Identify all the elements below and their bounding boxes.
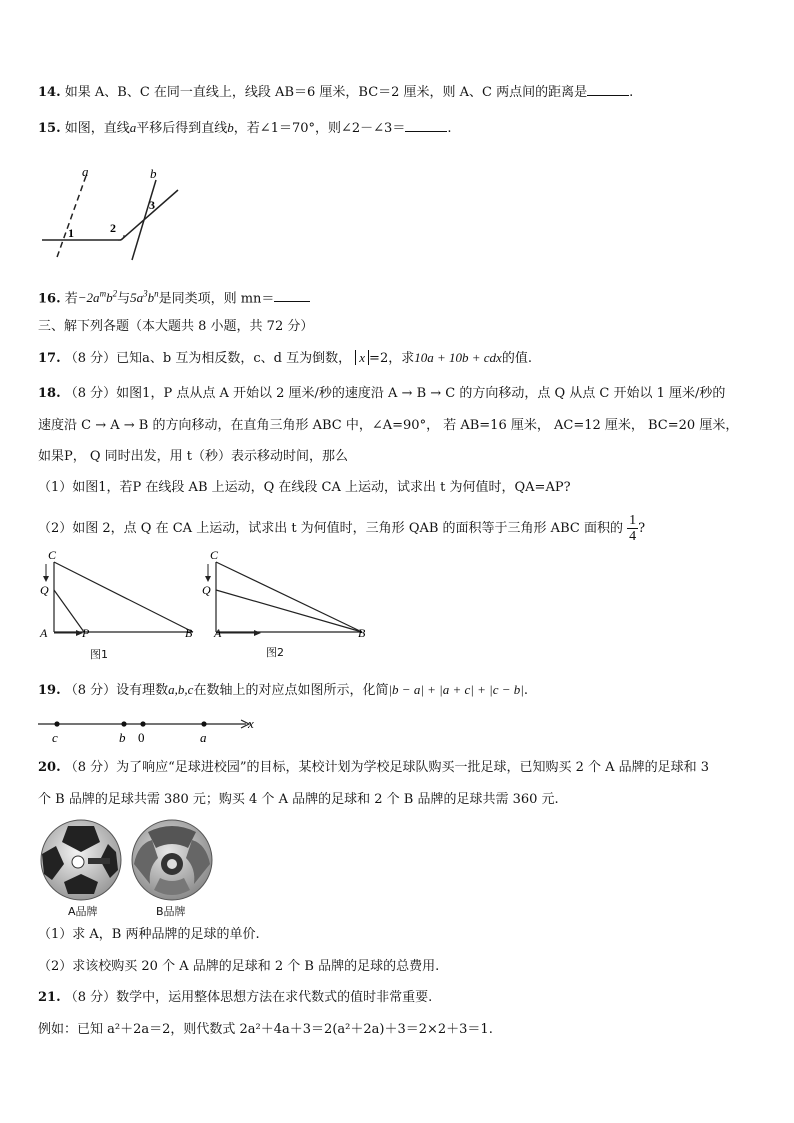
arrow-down-icon [43,576,49,582]
question-text: 与 [117,291,131,307]
label-B: B [358,626,366,640]
expression: 10a + 10b + cdx [414,350,502,365]
question-number: 20. [38,760,61,775]
variable-a: a [129,120,137,135]
point-zero [140,721,145,726]
variables: a,b,c [168,682,194,697]
expression: |b − a| + |a + c| + |c − b| [388,682,524,697]
question-text: （8 分）数学中，运用整体思想方法在求代数式的值时非常重要. [64,990,433,1005]
label-P: P [82,626,90,640]
point-c [54,721,59,726]
question-text: 若 [64,291,78,307]
point-b [121,721,126,726]
label-Q: Q [202,583,211,597]
angle-label-3: 3 [149,198,155,212]
segment-QB [216,590,362,632]
question-20-line2: 个 B 品牌的足球共需 380 元；购买 4 个 A 品牌的足球和 2 个 B 品牌的足球共需 360 元. [38,792,559,807]
segment-QP [54,590,84,632]
parallel-lines-figure [36,162,196,264]
label-A: A [40,626,48,640]
label-zero: 0 [138,730,145,745]
question-18-line3: 如果P， Q 同时出发，用 t（秒）表示移动时间，那么 [38,449,349,464]
period: . [629,85,634,100]
expression-2: $5a^3b^n$ [130,289,159,306]
label-b: b [119,730,126,745]
question-text: 是同类项，则 mn＝ [158,291,275,307]
ball-a-caption: A品牌 [68,905,98,918]
arrow-right-icon [254,630,261,636]
triangle-figure-2 [200,548,375,643]
question-19 [38,681,528,700]
question-20-sub2: （2）求该校购买 20 个 A 品牌的足球和 2 个 B 品牌的足球的总费用. [38,959,440,974]
question-15 [38,119,451,138]
angle-label-1: 1 [68,226,74,240]
question-18-sub2 [38,513,645,544]
question-number: 16. [38,291,61,307]
soccer-ball-a-icon [41,820,121,900]
question-mark: ? [638,521,646,536]
period: . [447,121,452,136]
question-18-line1 [38,385,725,403]
question-18-line2: 速度沿 C → A → B 的方向移动，在直角三角形 ABC 中，∠A=90°， 若 AB=16 厘米， AC=12 厘米， BC=20 厘米， [38,418,739,433]
question-number: 17. [38,351,61,366]
ball-b-caption: B品牌 [156,905,186,918]
label-Q: Q [40,583,49,597]
question-number: 15. [38,121,61,136]
question-text: （2）如图 2，点 Q 在 CA 上运动，试求出 t 为何值时，三角形 QAB 的面积等于三角形 ABC 面积的 [38,521,623,536]
question-number: 19. [38,683,61,698]
question-20-sub1: （1）求 A，B 两种品牌的足球的单价. [38,927,260,942]
question-16 [38,285,310,308]
question-text: 如果 A、B、C 在同一直线上，线段 AB＝6 厘米，BC＝2 厘米，则 A、C 两点间的距离是 [64,85,588,100]
absolute-x: x [355,350,369,365]
question-text: ，若∠1＝70°，则∠2－∠3＝ [233,121,406,136]
expression-1: $-2a^mb^2$ [77,289,118,306]
question-21 [38,989,432,1007]
question-text: a、b 互为相反数，c、d 互为倒数， [142,351,352,366]
figure-2-caption: 图2 [266,646,284,659]
soccer-balls-image [38,818,216,902]
fraction-one-quarter: $\frac{1}{4}$ [629,513,637,544]
arrow-down-icon [205,576,211,582]
label-C: C [210,548,219,562]
question-text: （8 分）为了响应“足球进校园”的目标，某校计划为学校足球队购买一批足球，已知购买 2 个 A 品牌的足球和 3 [64,760,710,775]
number-line [36,712,266,746]
question-17 [38,349,532,368]
question-text: 平移后得到直线 [136,121,228,136]
label-B: B [185,626,193,640]
label-b: b [150,166,157,181]
question-text: 在数轴上的对应点如图所示，化简 [193,683,389,698]
angle-label-2: 2 [110,221,116,235]
question-text: 的值. [501,351,532,366]
label-C: C [48,548,57,562]
question-21-example: 例如：已知 a²＋2a＝2，则代数式 2a²＋4a＋3＝2(a²＋2a)＋3＝2×2＋3＝1. [38,1022,493,1037]
answer-blank [587,83,629,96]
question-text: （8 分）设有理数 [64,683,169,698]
label-x: x [248,716,254,731]
question-number: 14. [38,85,61,100]
question-text: =2，求 [369,351,415,366]
dashed-line-a [56,176,86,260]
question-number: 18. [38,386,61,401]
triangle-figure-1 [38,548,203,643]
question-18-sub1: （1）如图1，若P 在线段 AB 上运动，Q 在线段 CA 上运动，试求出 t 为何值时，QA=AP? [38,480,571,495]
soccer-ball-b-icon [132,820,212,900]
question-text: （8 分）如图1，P 点从点 A 开始以 2 厘米/秒的速度沿 A → B → C 的方向移动，点 Q 从点 C 开始以 1 厘米/秒的 [64,386,726,401]
label-a: a [82,164,89,179]
label-c: c [52,730,58,745]
label-A: A [214,626,222,640]
figure-1-caption: 图1 [90,648,108,661]
question-14 [38,83,633,102]
question-text: （8 分）已知 [64,351,143,366]
answer-blank [274,289,310,302]
question-number: 21. [38,990,61,1005]
answer-blank [405,119,447,132]
label-a: a [200,730,207,745]
point-a [201,721,206,726]
period: . [523,683,528,698]
variable-b: b [227,120,234,135]
question-text: 如图，直线 [64,121,130,136]
section-heading: 三、解下列各题（本大题共 8 小题，共 72 分） [38,319,314,334]
question-20-line1 [38,759,709,777]
